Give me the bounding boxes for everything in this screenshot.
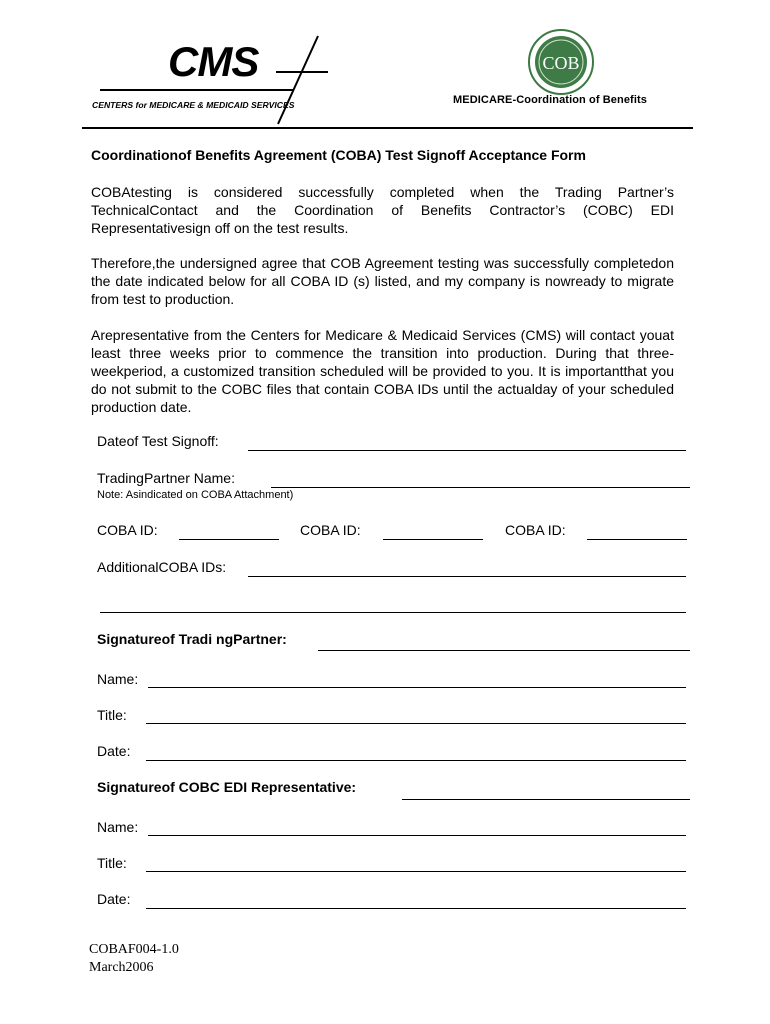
tp-date-field[interactable] xyxy=(146,760,686,761)
coba-id-label-2: COBA ID: xyxy=(300,522,361,538)
form-title: Coordinationof Benefits Agreement (COBA) Test Signoff Acceptance Form xyxy=(91,147,586,163)
form-number: COBAF004-1.0 xyxy=(89,942,179,957)
coba-id-field-1[interactable] xyxy=(179,539,279,540)
tp-title-label: Title: xyxy=(97,707,127,723)
additional-coba-ids-label: AdditionalCOBA IDs: xyxy=(97,559,227,575)
cobc-date-field[interactable] xyxy=(146,908,686,909)
cobc-signature-label: Signatureof COBC EDI Representative: xyxy=(97,779,357,795)
coba-id-label-3: COBA ID: xyxy=(505,522,566,538)
tp-name-label: Name: xyxy=(97,671,139,687)
header-tagline: MEDICARE-Coordination of Benefits xyxy=(453,94,647,106)
tp-name-field[interactable] xyxy=(148,687,686,688)
cms-logo-subtitle: CENTERS for MEDICARE & MEDICAID SERVICES xyxy=(92,100,295,110)
additional-coba-ids-field[interactable] xyxy=(248,576,686,577)
cob-badge-icon xyxy=(527,28,595,96)
cobc-name-field[interactable] xyxy=(148,835,686,836)
coba-id-label-1: COBA ID: xyxy=(97,522,158,538)
additional-coba-ids-field-line-2[interactable] xyxy=(100,612,686,613)
header-divider xyxy=(82,127,693,129)
trading-partner-signature-label: Signatureof Tradi ngPartner: xyxy=(97,631,287,647)
cobc-date-label: Date: xyxy=(97,891,131,907)
cob-badge-text: COB xyxy=(542,53,580,73)
intro-paragraph: COBAtesting is considered successfully completed when the Trading Partner’s TechnicalContact and the Coordination of Benefits Contractor’s (COBC) EDI Representativesign off on the test results. xyxy=(91,184,674,236)
coba-id-field-2[interactable] xyxy=(383,539,483,540)
cms-logo-text: CMS xyxy=(168,38,259,85)
trading-partner-label: TradingPartner Name: xyxy=(97,470,235,486)
transition-paragraph: Arepresentative from the Centers for Medicare & Medicaid Services (CMS) will contact youat least three weeks prior to commence the transition into production. During that three-weekperiod, a customized transition scheduled will be provided to you. It is importantthat you do not submit to the COBC files that contain COBA IDs until the actualday of your scheduled production date. xyxy=(91,327,674,415)
agreement-paragraph: Therefore,the undersigned agree that COB Agreement testing was successfully completedon the date indicated below for all COBA ID (s) listed, and my company is nowready to migrate from test to production. xyxy=(91,255,674,307)
tp-title-field[interactable] xyxy=(146,723,686,724)
cobc-title-field[interactable] xyxy=(146,871,686,872)
trading-partner-signature-field[interactable] xyxy=(318,650,690,651)
cobc-title-label: Title: xyxy=(97,855,127,871)
date-of-signoff-field[interactable] xyxy=(248,450,686,451)
trading-partner-name-field[interactable] xyxy=(271,487,690,488)
form-date: March2006 xyxy=(89,960,154,975)
cobc-name-label: Name: xyxy=(97,819,139,835)
cms-logo-graphic xyxy=(88,34,328,126)
coba-id-field-3[interactable] xyxy=(587,539,687,540)
date-of-signoff-label: Dateof Test Signoff: xyxy=(97,433,219,449)
cob-badge-logo xyxy=(527,28,595,96)
tp-date-label: Date: xyxy=(97,743,131,759)
cobc-signature-field[interactable] xyxy=(402,799,690,800)
cms-logo xyxy=(88,34,328,126)
trading-partner-note: Note: Asindicated on COBA Attachment) xyxy=(97,489,294,501)
